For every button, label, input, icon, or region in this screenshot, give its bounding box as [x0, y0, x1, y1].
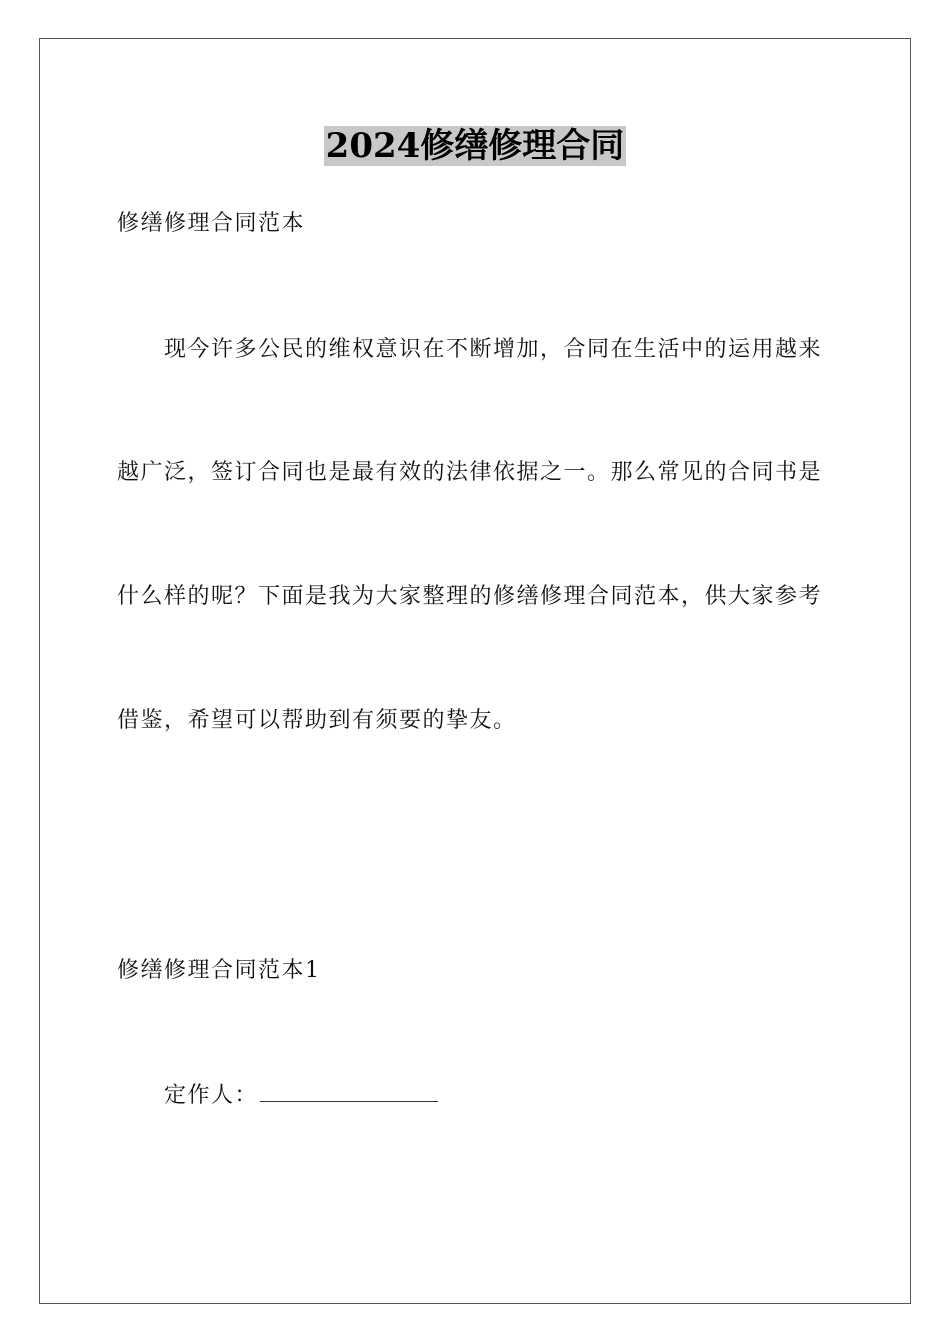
section-heading: 修缮修理合同范本1 — [117, 958, 321, 983]
document-title: 2024修缮修理合同 — [325, 126, 625, 166]
contractor-field — [164, 1081, 438, 1110]
intro-line-4: 借鉴，希望可以帮助到有须要的挚友。 — [117, 708, 517, 733]
contractor-field-label: 定作人： — [164, 1083, 259, 1108]
intro-line-3: 什么样的呢？下面是我为大家整理的修缮修理合同范本，供大家参考 — [117, 584, 823, 609]
document-subtitle: 修缮修理合同范本 — [117, 211, 306, 236]
contractor-fill-blank — [260, 1081, 438, 1102]
intro-line-2: 越广泛，签订合同也是最有效的法律依据之一。那么常见的合同书是 — [117, 460, 823, 485]
title-container — [0, 126, 950, 166]
intro-line-1: 现今许多公民的维权意识在不断增加，合同在生活中的运用越来 — [164, 337, 823, 362]
